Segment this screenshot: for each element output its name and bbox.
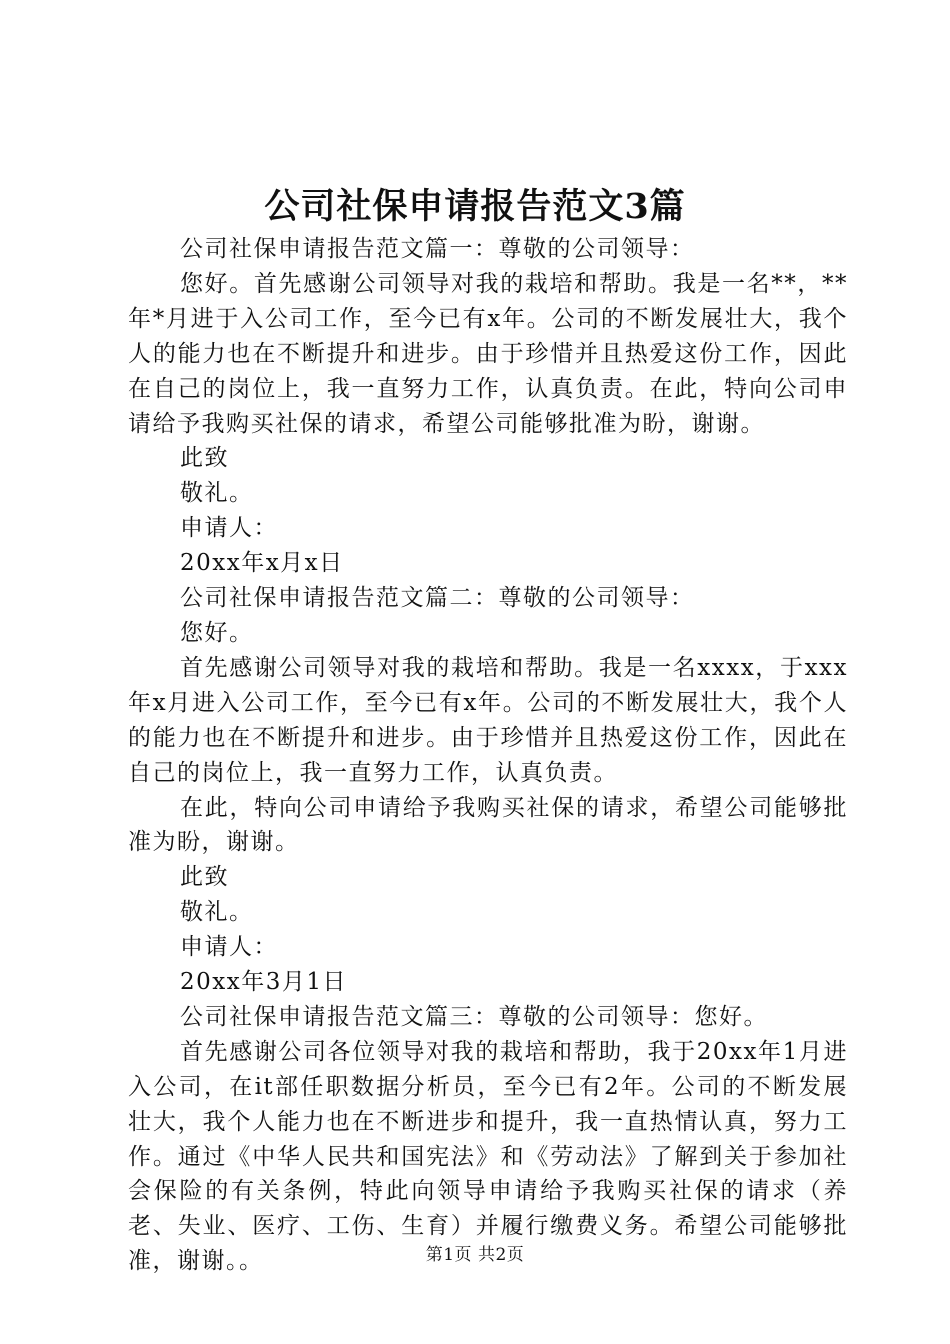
paragraph-12: 敬礼。 — [180, 899, 254, 926]
paragraph-9: 首先感谢公司领导对我的栽培和帮助。我是一名xxxx，于xxx年x月进入公司工作，至今已有x年。公司的不断发展壮大，我个人的能力也在不断提升和进步。由于珍惜并且热爱这份工作，因此在自己的岗位上，我一直努力工作，认真负责。 — [128, 654, 848, 786]
paragraph-4: 敬礼。 — [180, 480, 254, 507]
paragraph-10: 在此，特向公司申请给予我购买社保的请求，希望公司能够批准为盼，谢谢。 — [128, 794, 848, 856]
paragraph-15: 公司社保申请报告范文篇三：尊敬的公司领导：您好。 — [180, 1003, 768, 1030]
paragraph-3: 此致 — [180, 445, 229, 472]
paragraph-6: 20xx年x月x日 — [180, 550, 344, 577]
paragraph-2: 您好。首先感谢公司领导对我的栽培和帮助。我是一名**，**年*月进于入公司工作，至今已有x年。公司的不断发展壮大，我个人的能力也在不断提升和进步。由于珍惜并且热爱这份工作，因此在自己的岗位上，我一直努力工作，认真负责。在此，特向公司申请给予我购买社保的请求，希望公司能够批准为盼，谢谢。 — [128, 270, 848, 437]
paragraph-7: 公司社保申请报告范文篇二：尊敬的公司领导： — [180, 585, 695, 612]
paragraph-11: 此致 — [180, 864, 229, 891]
page-footer: 第1页 共2页 — [425, 1245, 525, 1265]
paragraph-14: 20xx年3月1日 — [180, 969, 347, 996]
paragraph-13: 申请人： — [180, 934, 278, 961]
document-body — [128, 232, 848, 1279]
paragraph-16: 首先感谢公司各位领导对我的栽培和帮助，我于20xx年1月进入公司，在it部任职数据分析员，至今已有2年。公司的不断发展壮大，我个人能力也在不断进步和提升，我一直热情认真，努力工作。通过《中华人民共和国宪法》和《劳动法》了解到关于参加社会保险的有关条例，特此向领导申请给予我购买社保的请求（养老、失业、医疗、工伤、生育）并履行缴费义务。希望公司能够批准，谢谢。。 — [128, 1038, 848, 1275]
document-title: 公司社保申请报告范文3篇 — [264, 186, 686, 227]
paragraph-8: 您好。 — [180, 619, 254, 646]
paragraph-5: 申请人： — [180, 515, 278, 542]
paragraph-1: 公司社保申请报告范文篇一：尊敬的公司领导： — [180, 236, 695, 262]
